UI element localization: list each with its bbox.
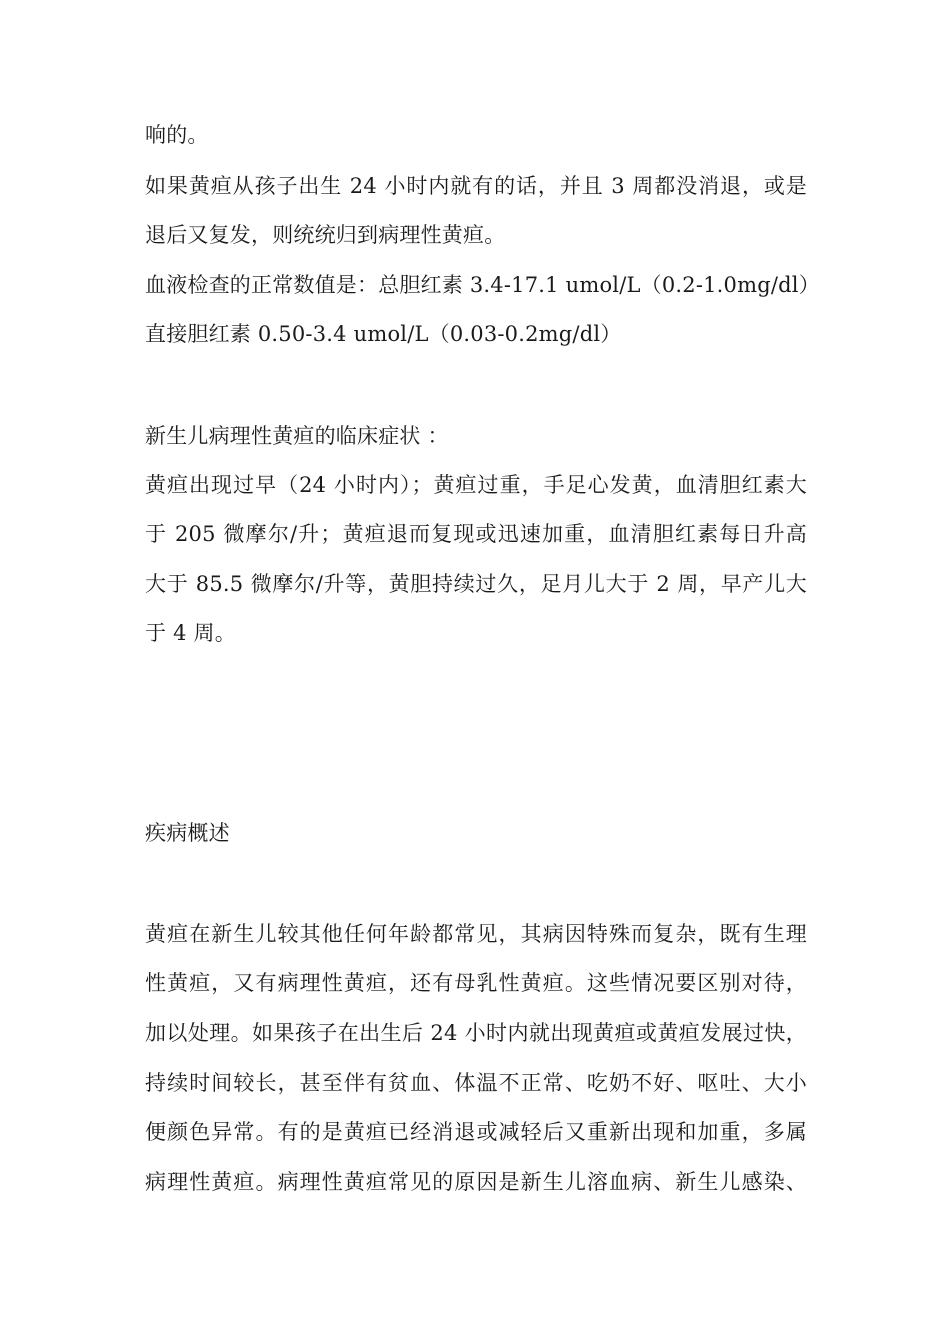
paragraph-line: 黄疸在新生儿较其他任何年龄都常见，其病因特殊而复杂，既有生理: [145, 922, 807, 946]
paragraph-line: 黄疸出现过早（24 小时内）；黄疸过重，手足心发黄，血清胆红素大: [145, 473, 807, 497]
paragraph-line: 加以处理。如果孩子在出生后 24 小时内就出现黄疸或黄疸发展过快，: [145, 1021, 807, 1045]
paragraph-line: 直接胆红素 0.50-3.4 umol/L（0.03-0.2mg/dl）: [145, 322, 622, 346]
section-heading: 新生儿病理性黄疸的临床症状 ：: [145, 424, 449, 448]
paragraph-line: 病理性黄疸。病理性黄疸常见的原因是新生儿溶血病、新生儿感染、: [145, 1170, 807, 1194]
paragraph-line: 于 205 微摩尔/升；黄疸退而复现或迅速加重，血清胆红素每日升高: [145, 522, 807, 546]
paragraph-line: 于 4 周。: [145, 621, 236, 645]
paragraph-line: 响的。: [145, 123, 209, 147]
paragraph-line: 退后又复发，则统统归到病理性黄疸。: [145, 223, 506, 247]
section-heading: 疾病概述: [145, 821, 230, 845]
paragraph-line: 血液检查的正常数值是：总胆红素 3.4-17.1 umol/L（0.2-1.0mg/dl）: [145, 273, 820, 297]
paragraph-line: 大于 85.5 微摩尔/升等，黄胆持续过久，足月儿大于 2 周，早产儿大: [145, 572, 807, 596]
paragraph-line: 如果黄疸从孩子出生 24 小时内就有的话，并且 3 周都没消退，或是: [145, 174, 807, 198]
paragraph-line: 性黄疸，又有病理性黄疸，还有母乳性黄疸。这些情况要区别对待，: [145, 971, 807, 995]
paragraph-line: 便颜色异常。有的是黄疸已经消退或减轻后又重新出现和加重，多属: [145, 1120, 807, 1144]
paragraph-line: 持续时间较长，甚至伴有贫血、体温不正常、吃奶不好、呕吐、大小: [145, 1071, 807, 1095]
